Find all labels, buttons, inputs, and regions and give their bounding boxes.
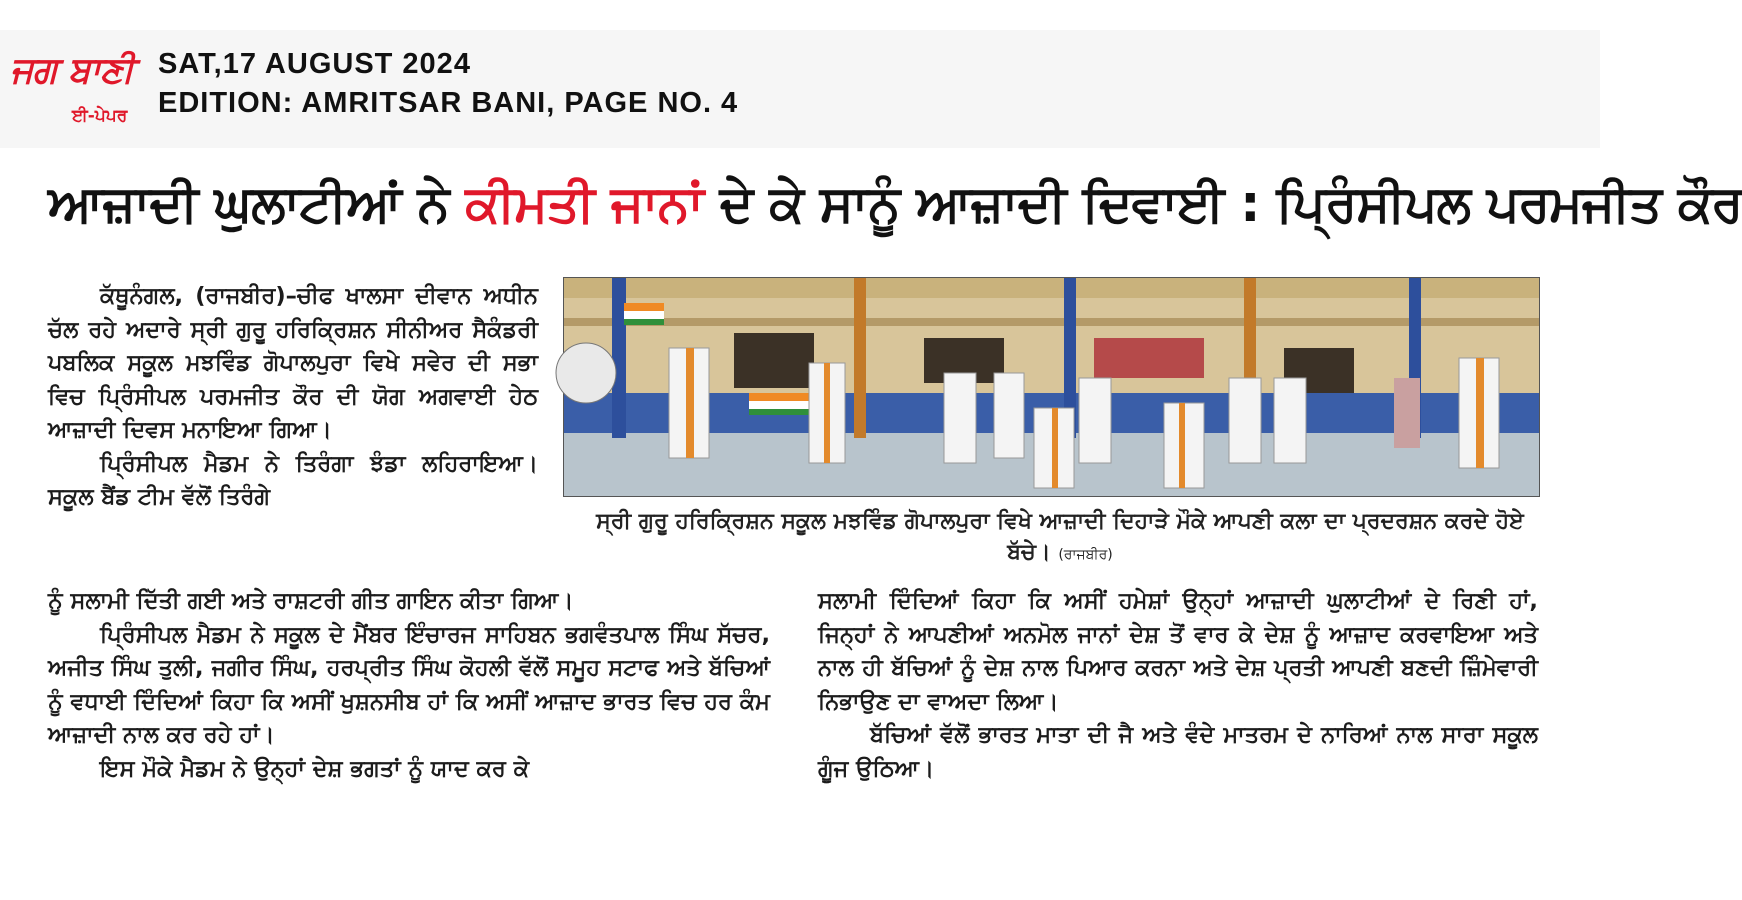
paragraph-1: ਕੱਥੂਨੰਗਲ, (ਰਾਜਬੀਰ)–ਚੀਫ ਖਾਲਸਾ ਦੀਵਾਨ ਅਧੀਨ ਚੱਲ ਰਹੇ ਅਦਾਰੇ ਸ੍ਰੀ ਗੁਰੂ ਹਰਿਕ੍ਰਿਸ਼ਨ ਸੀਨੀਅਰ ਸੈਕੰਡਰੀ ਪਬਲਿਕ ਸਕੂਲ ਮਝਵਿੰਡ ਗੋਪਾਲਪੁਰਾ ਵਿਖੇ ਸਵੇਰ ਦੀ ਸਭਾ ਵਿਚ ਪ੍ਰਿੰਸੀਪਲ ਪਰਮਜੀਤ ਕੌਰ ਦੀ ਯੋਗ ਅਗਵਾਈ ਹੇਠ ਆਜ਼ਾਦੀ ਦਿਵਸ ਮਨਾਇਆ ਗਿਆ।: [48, 283, 538, 443]
logo-text: ਜਗ ਬਾਣੀ: [10, 50, 134, 91]
caption-credit: (ਰਾਜਬੀਰ): [1058, 547, 1113, 563]
headline-part2: ਦੇ ਕੇ ਸਾਨੂੰ ਆਜ਼ਾਦੀ ਦਿਵਾਈ : ਪ੍ਰਿੰਸੀਪਲ ਪਰਮਜੀਤ ਕੌਰ: [702, 175, 1742, 234]
edition-info: EDITION: AMRITSAR BANI, PAGE NO. 4: [158, 87, 739, 119]
photo-caption: [590, 506, 1530, 571]
logo-subtext: ਈ-ਪੇਪਰ: [72, 106, 128, 126]
paragraph-5: ਬੱਚਿਆਂ ਵੱਲੋਂ ਭਾਰਤ ਮਾਤਾ ਦੀ ਜੈ ਅਤੇ ਵੰਦੇ ਮਾਤਰਮ ਦੇ ਨਾਰਿਆਂ ਨਾਲ ਸਾਰਾ ਸਕੂਲ ਗੂੰਜ ਉਠਿਆ।: [818, 722, 1538, 782]
article-column-right: [818, 585, 1538, 786]
paragraph-4-continued: ਸਲਾਮੀ ਦਿੰਦਿਆਂ ਕਿਹਾ ਕਿ ਅਸੀਂ ਹਮੇਸ਼ਾਂ ਉਨ੍ਹਾਂ ਆਜ਼ਾਦੀ ਘੁਲਾਟੀਆਂ ਦੇ ਰਿਣੀ ਹਾਂ, ਜਿਨ੍ਹਾਂ ਨੇ ਆਪਣੀਆਂ ਅਨਮੋਲ ਜਾਨਾਂ ਦੇਸ਼ ਤੋਂ ਵਾਰ ਕੇ ਦੇਸ਼ ਨੂੰ ਆਜ਼ਾਦ ਕਰਵਾਇਆ ਅਤੇ ਨਾਲ ਹੀ ਬੱਚਿਆਂ ਨੂੰ ਦੇਸ਼ ਨਾਲ ਪਿਆਰ ਕਰਨਾ ਅਤੇ ਦੇਸ਼ ਪ੍ਰਤੀ ਆਪਣੀ ਬਣਦੀ ਜ਼ਿੰਮੇਵਾਰੀ ਨਿਭਾਉਣ ਦਾ ਵਾਅਦਾ ਲਿਆ।: [818, 588, 1538, 715]
paragraph-2a: ਪ੍ਰਿੰਸੀਪਲ ਮੈਡਮ ਨੇ ਤਿਰੰਗਾ ਝੰਡਾ ਲਹਿਰਾਇਆ।ਸਕੂਲ ਬੈਂਡ ਟੀਮ ਵੱਲੋਂ ਤਿਰੰਗੇ: [48, 450, 538, 510]
paragraph-4: ਇਸ ਮੌਕੇ ਮੈਡਮ ਨੇ ਉਨ੍ਹਾਂ ਦੇਸ਼ ਭਗਤਾਂ ਨੂੰ ਯਾਦ ਕਰ ਕੇ: [100, 755, 530, 782]
caption-text: ਸ੍ਰੀ ਗੁਰੂ ਹਰਿਕ੍ਰਿਸ਼ਨ ਸਕੂਲ ਮਝਵਿੰਡ ਗੋਪਾਲਪੁਰਾ ਵਿਖੇ ਆਜ਼ਾਦੀ ਦਿਹਾੜੇ ਮੌਕੇ ਆਪਣੀ ਕਲਾ ਦਾ ਪ੍ਰਦਰਸ਼ਨ ਕਰਦੇ ਹੋਏ ਬੱਚੇ।: [596, 509, 1524, 565]
paragraph-2b: ਨੂੰ ਸਲਾਮੀ ਦਿੱਤੀ ਗਈ ਅਤੇ ਰਾਸ਼ਟਰੀ ਗੀਤ ਗਾਇਨ ਕੀਤਾ ਗਿਆ।: [48, 588, 574, 614]
article-headline: [48, 172, 1742, 238]
publication-date: SAT,17 AUGUST 2024: [158, 48, 471, 80]
article-column-left-top: [48, 280, 538, 515]
headline-highlight: ਕੀਮਤੀ ਜਾਨਾਂ: [465, 175, 703, 234]
paragraph-3: ਪ੍ਰਿੰਸੀਪਲ ਮੈਡਮ ਨੇ ਸਕੂਲ ਦੇ ਮੈਂਬਰ ਇੰਚਾਰਜ ਸਾਹਿਬਨ ਭਗਵੰਤਪਾਲ ਸਿੰਘ ਸੱਚਰ, ਅਜੀਤ ਸਿੰਘ ਤੁਲੀ, ਜਗੀਰ ਸਿੰਘ, ਹਰਪ੍ਰੀਤ ਸਿੰਘ ਕੋਹਲੀ ਵੱਲੋਂ ਸਮੂਹ ਸਟਾਫ ਅਤੇ ਬੱਚਿਆਂ ਨੂੰ ਵਧਾਈ ਦਿੰਦਿਆਂ ਕਿਹਾ ਕਿ ਅਸੀਂ ਖੁਸ਼ਨਸੀਬ ਹਾਂ ਕਿ ਅਸੀਂ ਆਜ਼ਾਦ ਭਾਰਤ ਵਿਚ ਹਰ ਕੰਮ ਆਜ਼ਾਦੀ ਨਾਲ ਕਰ ਰਹੇ ਹਾਂ।: [48, 621, 770, 748]
article-column-left-bottom: [48, 585, 770, 786]
school-celebration-photo: [564, 278, 1539, 496]
headline-part1: ਆਜ਼ਾਦੀ ਘੁਲਾਟੀਆਂ ਨੇ: [48, 175, 466, 234]
newspaper-logo: [10, 50, 140, 140]
article-photo: [563, 277, 1540, 497]
